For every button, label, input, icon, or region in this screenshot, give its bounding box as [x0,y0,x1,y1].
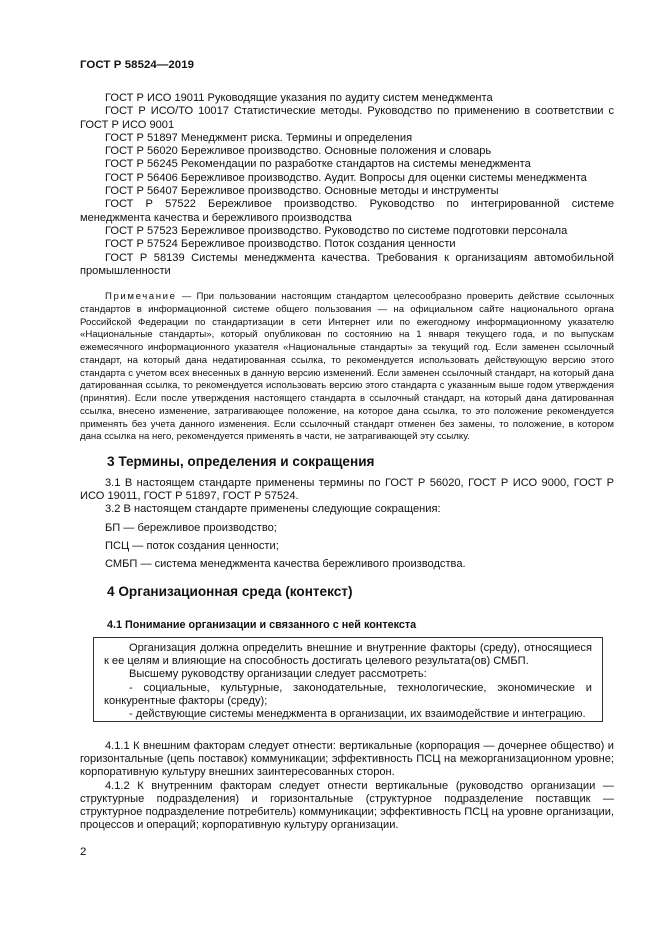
section-4-title: 4 Организационная среда (контекст) [107,584,353,599]
reference-item: ГОСТ Р ИСО/ТО 10017 Статистические методы. Руководство по применению в соответствии с ГОСТ Р ИСО 9001 [80,105,614,131]
box-list-item: - действующие системы менеджмента в организации, их взаимодействие и интеграцию. [129,708,586,721]
box-paragraph: Организация должна определить внешние и внутренние факторы (среду), относящиеся к ее целям и влияющие на способность достигать целевого результата(ов) СМБП. [104,642,592,668]
reference-item: ГОСТ Р 56406 Бережливое производство. Аудит. Вопросы для оценки системы менеджмента [105,171,587,184]
clause-4-1-body [80,740,614,832]
reference-item: ГОСТ Р 56245 Рекомендации по разработке стандартов на системы менеджмента [105,158,531,171]
section-3-body [80,477,614,571]
document-code-header: ГОСТ Р 58524—2019 [80,59,195,71]
reference-item: ГОСТ Р 58139 Системы менеджмента качества. Требования к организациям автомобильной промышленности [80,251,614,277]
clause-3-1: 3.1 В настоящем стандарте применены термины по ГОСТ Р 56020, ГОСТ Р ИСО 9000, ГОСТ Р ИСО 19011, ГОСТ Р 51897, ГОСТ Р 57524. [80,477,614,503]
section-3-title: 3 Термины, определения и сокращения [107,454,375,469]
requirements-box [93,637,603,722]
abbreviation-item: ПСЦ — поток создания ценности; [105,539,279,552]
note-label: Примечание [105,291,177,302]
reference-item: ГОСТ Р 56407 Бережливое производство. Основные методы и инструменты [105,185,499,198]
reference-item: ГОСТ Р 57523 Бережливое производство. Руководство по системе подготовки персонала [105,224,568,237]
clause-4-1-1: 4.1.1 К внешним факторам следует отнести: вертикальные (корпорация — дочернее общество) и горизонтальные (цепь поставок) коммуникации; эффективность ПСЦ на межорганизационном уровне; корпоративную культуру внешних заинтересованных сторон. [80,740,614,779]
normative-references-list [80,92,614,278]
note-paragraph [80,291,614,444]
reference-item: ГОСТ Р 51897 Менеджмент риска. Термины и определения [105,131,413,144]
abbreviation-item: БП — бережливое производство; [105,521,277,534]
box-paragraph: Высшему руководству организации следует рассмотреть: [129,668,427,681]
abbreviation-item: СМБП — система менеджмента качества бережливого производства. [105,558,466,571]
clause-3-2: 3.2 В настоящем стандарте применены следующие сокращения: [105,503,441,516]
box-list-item: - социальные, культурные, законодательные, технологические, экономические и конкурентные факторы (среду); [104,681,592,707]
reference-item: ГОСТ Р 57524 Бережливое производство. Поток создания ценности [105,238,456,251]
reference-item: ГОСТ Р 57522 Бережливое производство. Руководство по интегрированной системе менеджмента качества и бережливого производства [80,198,614,224]
note-text: — При пользовании настоящим стандартом целесообразно проверить действие ссылочных стандартов в информационной системе общего пользования — на официальном сайте национального органа Российской Федерации по стандартизации в сети Интернет или по ежегодному информационному указателю «Национальные стандарты», который опубликован по состоянию на 1 января текущего года, и по выпускам ежемесячного информационного указателя «Национальные стандарты» за текущий год. Если заменен ссылочный стандарт, на который дана недатированная ссылка, то рекомендуется использовать действующую версию этого стандарта с учетом всех внесенных в данную версию изменений. Если заменен ссылочный стандарт, на который дана датированная ссылка, то рекомендуется использовать версию этого стандарта с указанным выше годом утверждения (принятия). Если после утверждения настоящего стандарта в ссылочный стандарт, на который дана датированная ссылка, внесено изменение, затрагивающее положение, на которое дана ссылка, то это положение рекомендуется применять без учета данного изменения. Если ссылочный стандарт отменен без замены, то положение, в котором дана ссылка на него, рекомендуется применять в части, не затрагивающей эту ссылку. [80,291,614,443]
reference-item: ГОСТ Р 56020 Бережливое производство. Основные положения и словарь [105,145,492,158]
reference-item: ГОСТ Р ИСО 19011 Руководящие указания по аудиту систем менеджмента [105,92,493,104]
page-number: 2 [80,846,87,858]
clause-4-1-title: 4.1 Понимание организации и связанного с ней контекста [107,619,417,631]
clause-4-1-2: 4.1.2 К внутренним факторам следует отнести вертикальные (руководство организации — структурные подразделения) и горизонтальные (структурное подразделение поставщик — структурное подразделение потребитель) коммуникации; эффективность ПСЦ на уровне организации, процессов и операций; корпоративную культуру организации. [80,779,614,832]
